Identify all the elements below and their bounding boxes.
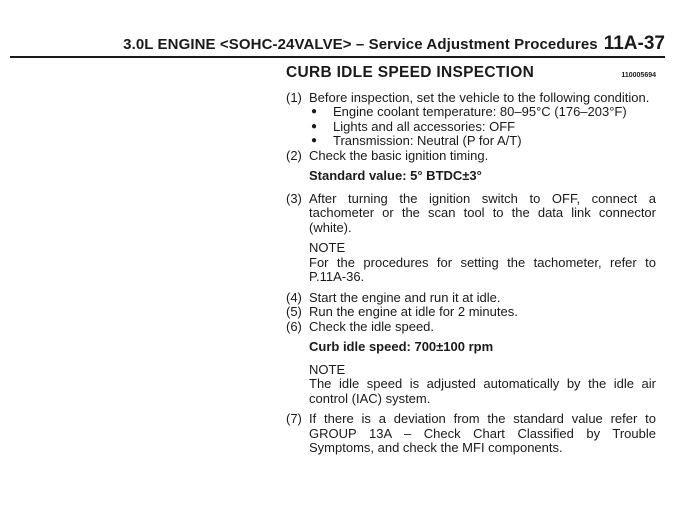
curb-idle-speed: Curb idle speed: 700±100 rpm	[309, 339, 494, 354]
list-item: ● Engine coolant temperature: 80–95°C (176–203°F)	[311, 104, 627, 119]
note-text: For the procedures for setting the tachometer, refer to P.11A-36.	[309, 254, 656, 284]
step-text: Start the engine and run it at idle.	[309, 289, 501, 305]
step-1	[286, 91, 656, 106]
step-number: (4)	[286, 289, 302, 305]
note-text: The idle speed is adjusted automatically by the idle air control (IAC) system.	[309, 376, 656, 406]
note-label: NOTE	[309, 240, 346, 255]
step-text: Before inspection, set the vehicle to the following condition.	[309, 89, 650, 105]
list-item: ● Transmission: Neutral (P for A/T)	[311, 133, 522, 148]
bullet-icon: ●	[311, 120, 318, 132]
header-rule	[10, 56, 665, 58]
step-number: (1)	[286, 89, 302, 105]
standard-value: Standard value: 5° BTDC±3°	[309, 168, 482, 183]
section-title: CURB IDLE SPEED INSPECTION	[286, 64, 535, 81]
page-header	[100, 33, 665, 55]
section-heading	[286, 66, 656, 84]
step-number: (5)	[286, 304, 302, 319]
step-7	[286, 412, 656, 456]
bullet-icon: ●	[311, 135, 318, 146]
condition-list	[311, 105, 656, 149]
step-text: If there is a deviation from the standard value refer to GROUP 13A – Check Chart Classified by Trouble Symptoms, and check the MFI components.	[309, 411, 656, 455]
list-item: ● Lights and all accessories: OFF	[311, 118, 516, 134]
step-number: (2)	[286, 147, 302, 163]
step-text: Check the basic ignition timing.	[309, 147, 489, 163]
header-title: 3.0L ENGINE <SOHC-24VALVE> – Service Adjustment Procedures	[123, 36, 598, 53]
note-label: NOTE	[309, 361, 346, 377]
step-5	[286, 305, 656, 320]
step-number: (7)	[286, 411, 302, 426]
step-4	[286, 291, 656, 306]
step-number: (3)	[286, 190, 302, 206]
step-3	[286, 192, 656, 236]
step-number: (6)	[286, 318, 302, 334]
bullet-icon: ●	[311, 106, 318, 117]
step-6	[286, 320, 656, 335]
step-2	[286, 149, 656, 164]
step-text: Run the engine at idle for 2 minutes.	[309, 304, 518, 319]
step-text: Check the idle speed.	[309, 318, 435, 334]
section-body	[286, 66, 656, 456]
step-text: After turning the ignition switch to OFF, connect a tachometer or the scan tool to the data link connector (white).	[309, 190, 656, 235]
section-code: 110005694	[621, 72, 656, 79]
page-number: 11A-37	[603, 33, 665, 54]
